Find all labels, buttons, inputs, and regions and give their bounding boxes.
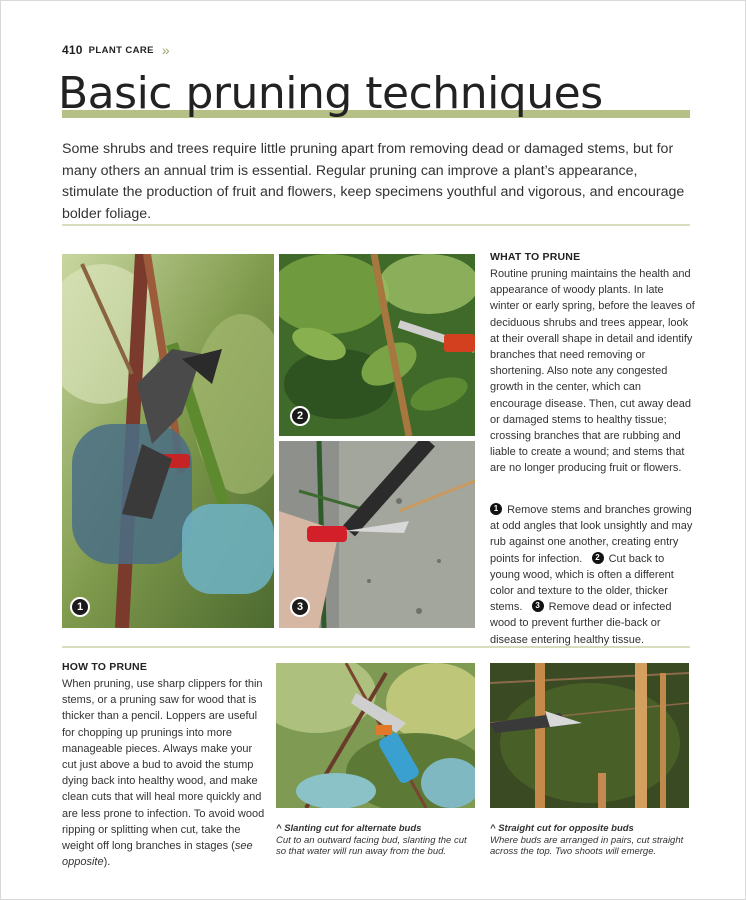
caption-2-title: Straight cut for opposite buds <box>498 823 634 834</box>
how-to-prune-heading: HOW TO PRUNE <box>62 661 148 673</box>
divider-bottom <box>62 646 690 648</box>
photo-badge-1: 1 <box>70 597 90 617</box>
step-2-text: Cut back to young wood, which is often a different color and texture to the older, thicker stems. <box>490 552 674 614</box>
what-to-prune-body: Routine pruning maintains the health and appearance of woody plants. In late winter or early spring, before the leaves of deciduous shrubs and trees appear, look at their overall shape in detail and identify branches that need removing or shortening. Also note any congested growth in the center, which can encourage disease. Then, cut away dead or damaged stems to healthy tissue; crossing branches that are rubbing and liable to create a wound; and stems that are no longer producing fruit or flowers. <box>490 268 695 475</box>
how-to-prune-body <box>62 676 266 870</box>
page-title: Basic pruning techniques <box>58 68 603 119</box>
photo-badge-3: 3 <box>290 597 310 617</box>
steps-paragraph <box>490 502 695 648</box>
step-number-2-icon: 2 <box>592 552 604 564</box>
divider-top <box>62 224 690 226</box>
step-3-text: Remove dead or infected wood to prevent further die-back or disease entering healthy tissue. <box>490 601 672 646</box>
what-to-prune-heading: WHAT TO PRUNE <box>490 251 581 263</box>
chevron-right-icon: » <box>161 42 170 58</box>
step-number-3-icon: 3 <box>532 600 544 612</box>
caption-slanting-cut <box>276 823 476 858</box>
photo-cut-young-wood <box>279 254 475 436</box>
running-header <box>62 43 170 57</box>
caption-1-text: Cut to an outward facing bud, slanting the cut so that water will run away from the bud. <box>276 834 467 857</box>
how-to-prune-text: When pruning, use sharp clippers for thin stems, or a pruning saw for wood that is thicker than a pencil. Loppers are useful for chopping up prunings into more manageable pieces. Always make your cut just above a bud to avoid the stump dying back into healthy wood, and make clean cuts that will heal more quickly and are less prone to infection. To avoid wood ripping or splitting when cut, take the weight off long branches in stages ( <box>62 678 265 853</box>
page-number: 410 <box>62 43 83 57</box>
see-opposite-reference: see opposite <box>62 840 253 869</box>
photo-straight-cut <box>490 663 689 808</box>
caption-straight-cut <box>490 823 690 858</box>
caption-2-text: Where buds are arranged in pairs, cut straight across the top. Two shoots will emerge. <box>490 834 684 857</box>
photo-badge-2: 2 <box>290 406 310 426</box>
photo-remove-dead-wood <box>279 441 475 628</box>
photo-pruning-odd-stems <box>62 254 274 628</box>
step-number-1-icon: 1 <box>490 503 502 515</box>
caption-arrow-up-icon: ^ <box>490 823 496 834</box>
step-1-text: Remove stems and branches growing at odd angles that look unsightly and may rub against one another, creating entry points for infection. <box>490 504 693 565</box>
caption-1-title: Slanting cut for alternate buds <box>284 823 422 834</box>
how-to-prune-text-end: ). <box>103 856 111 869</box>
intro-paragraph: Some shrubs and trees require little pruning apart from removing dead or damaged stems, but for many others an annual trim is essential. Regular pruning can improve a plant’s appearance, stimulate the production of fruit and flowers, keep specimens youthful and vigorous, and encourage bolder foliage. <box>62 141 685 222</box>
caption-arrow-up-icon: ^ <box>276 823 282 834</box>
photo-slanting-cut <box>276 663 475 808</box>
section-label: PLANT CARE <box>88 44 154 56</box>
